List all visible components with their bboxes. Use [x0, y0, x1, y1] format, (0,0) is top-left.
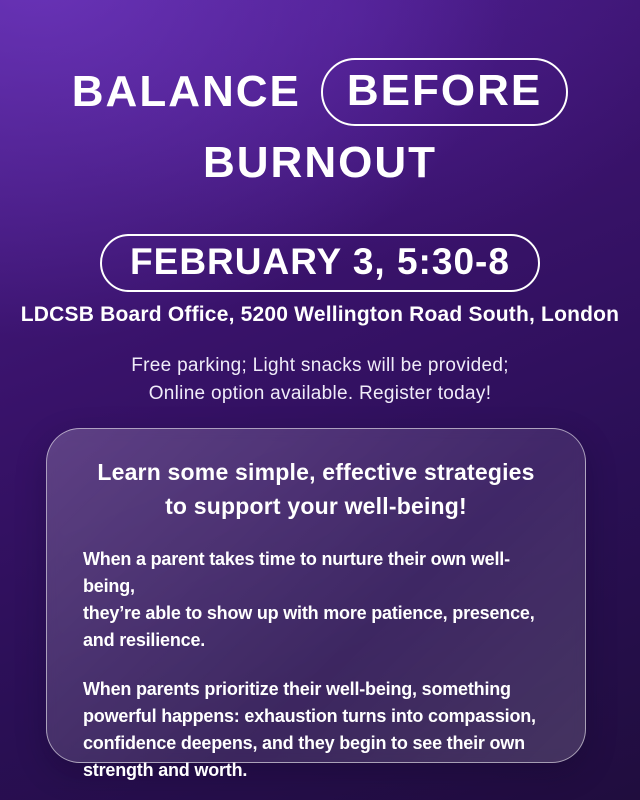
title-badge-before: BEFORE [321, 58, 568, 126]
paragraph-line: powerful happens: exhaustion turns into compassion, [83, 706, 536, 726]
card-heading-line: Learn some simple, effective strategies [97, 459, 535, 485]
event-location: LDCSB Board Office, 5200 Wellington Road South, London [20, 303, 620, 326]
card-paragraph-2 [83, 676, 549, 784]
event-info-line: Online option available. Register today! [148, 383, 492, 404]
title-word-burnout: BURNOUT [203, 138, 437, 187]
event-info [0, 352, 640, 408]
card-paragraph-1 [83, 546, 549, 654]
card-heading-line: to support your well-being! [165, 493, 467, 519]
paragraph-line: confidence deepens, and they begin to see their own [83, 733, 525, 753]
paragraph-line: and resilience. [83, 630, 206, 650]
description-card [46, 428, 586, 780]
paragraph-line: When parents prioritize their well-being, something [83, 679, 511, 699]
paragraph-line: they’re able to show up with more patience, presence, [83, 603, 535, 623]
date-pill-wrap [0, 234, 640, 292]
title-word-balance: BALANCE [71, 67, 301, 116]
event-info-line: Free parking; Light snacks will be provided; [131, 355, 509, 376]
title-line-2 [0, 138, 640, 187]
event-datetime-badge: FEBRUARY 3, 5:30-8 [100, 234, 540, 292]
paragraph-line: When a parent takes time to nurture their own well-being, [83, 549, 510, 596]
title-line-1 [0, 58, 640, 126]
card-heading [83, 455, 549, 523]
paragraph-line: strength and worth. [83, 760, 248, 780]
